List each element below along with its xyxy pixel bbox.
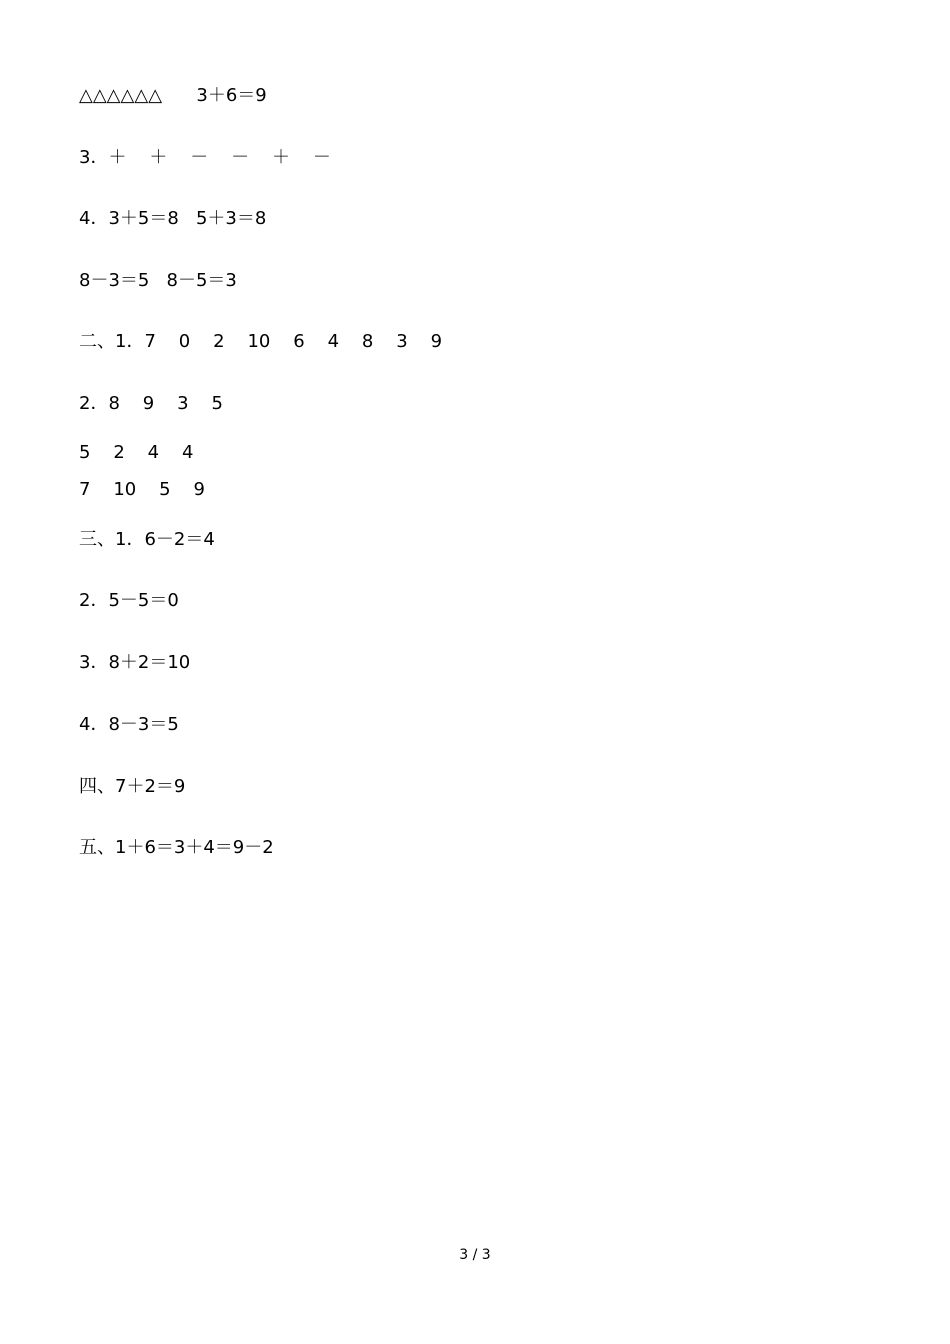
section-five-line: 五、1＋6＝3＋4＝9－2 bbox=[79, 837, 274, 858]
answer-line-4a: 4．3＋5＝8 5＋3＝8 bbox=[79, 208, 267, 229]
section-three-line-4: 4．8－3＝5 bbox=[79, 714, 179, 735]
page-number: 3 / 3 bbox=[459, 1247, 491, 1263]
answer-line-triangles: △△△△△△ 3＋6＝9 bbox=[79, 85, 267, 106]
section-two-line-1: 二、1．7 0 2 10 6 4 8 3 9 bbox=[79, 331, 443, 352]
section-two-line-4: 7 10 5 9 bbox=[79, 479, 205, 500]
answer-line-4b: 8－3＝5 8－5＝3 bbox=[79, 270, 237, 291]
section-three-line-1: 三、1．6－2＝4 bbox=[79, 529, 215, 550]
section-four-line: 四、7＋2＝9 bbox=[79, 776, 186, 797]
section-three-line-2: 2．5－5＝0 bbox=[79, 590, 179, 611]
section-two-line-2: 2．8 9 3 5 bbox=[79, 393, 223, 414]
section-two-line-3: 5 2 4 4 bbox=[79, 442, 194, 463]
section-three-line-3: 3．8＋2＝10 bbox=[79, 652, 191, 673]
answer-line-signs: 3．＋ ＋ － － ＋ － bbox=[79, 147, 331, 168]
